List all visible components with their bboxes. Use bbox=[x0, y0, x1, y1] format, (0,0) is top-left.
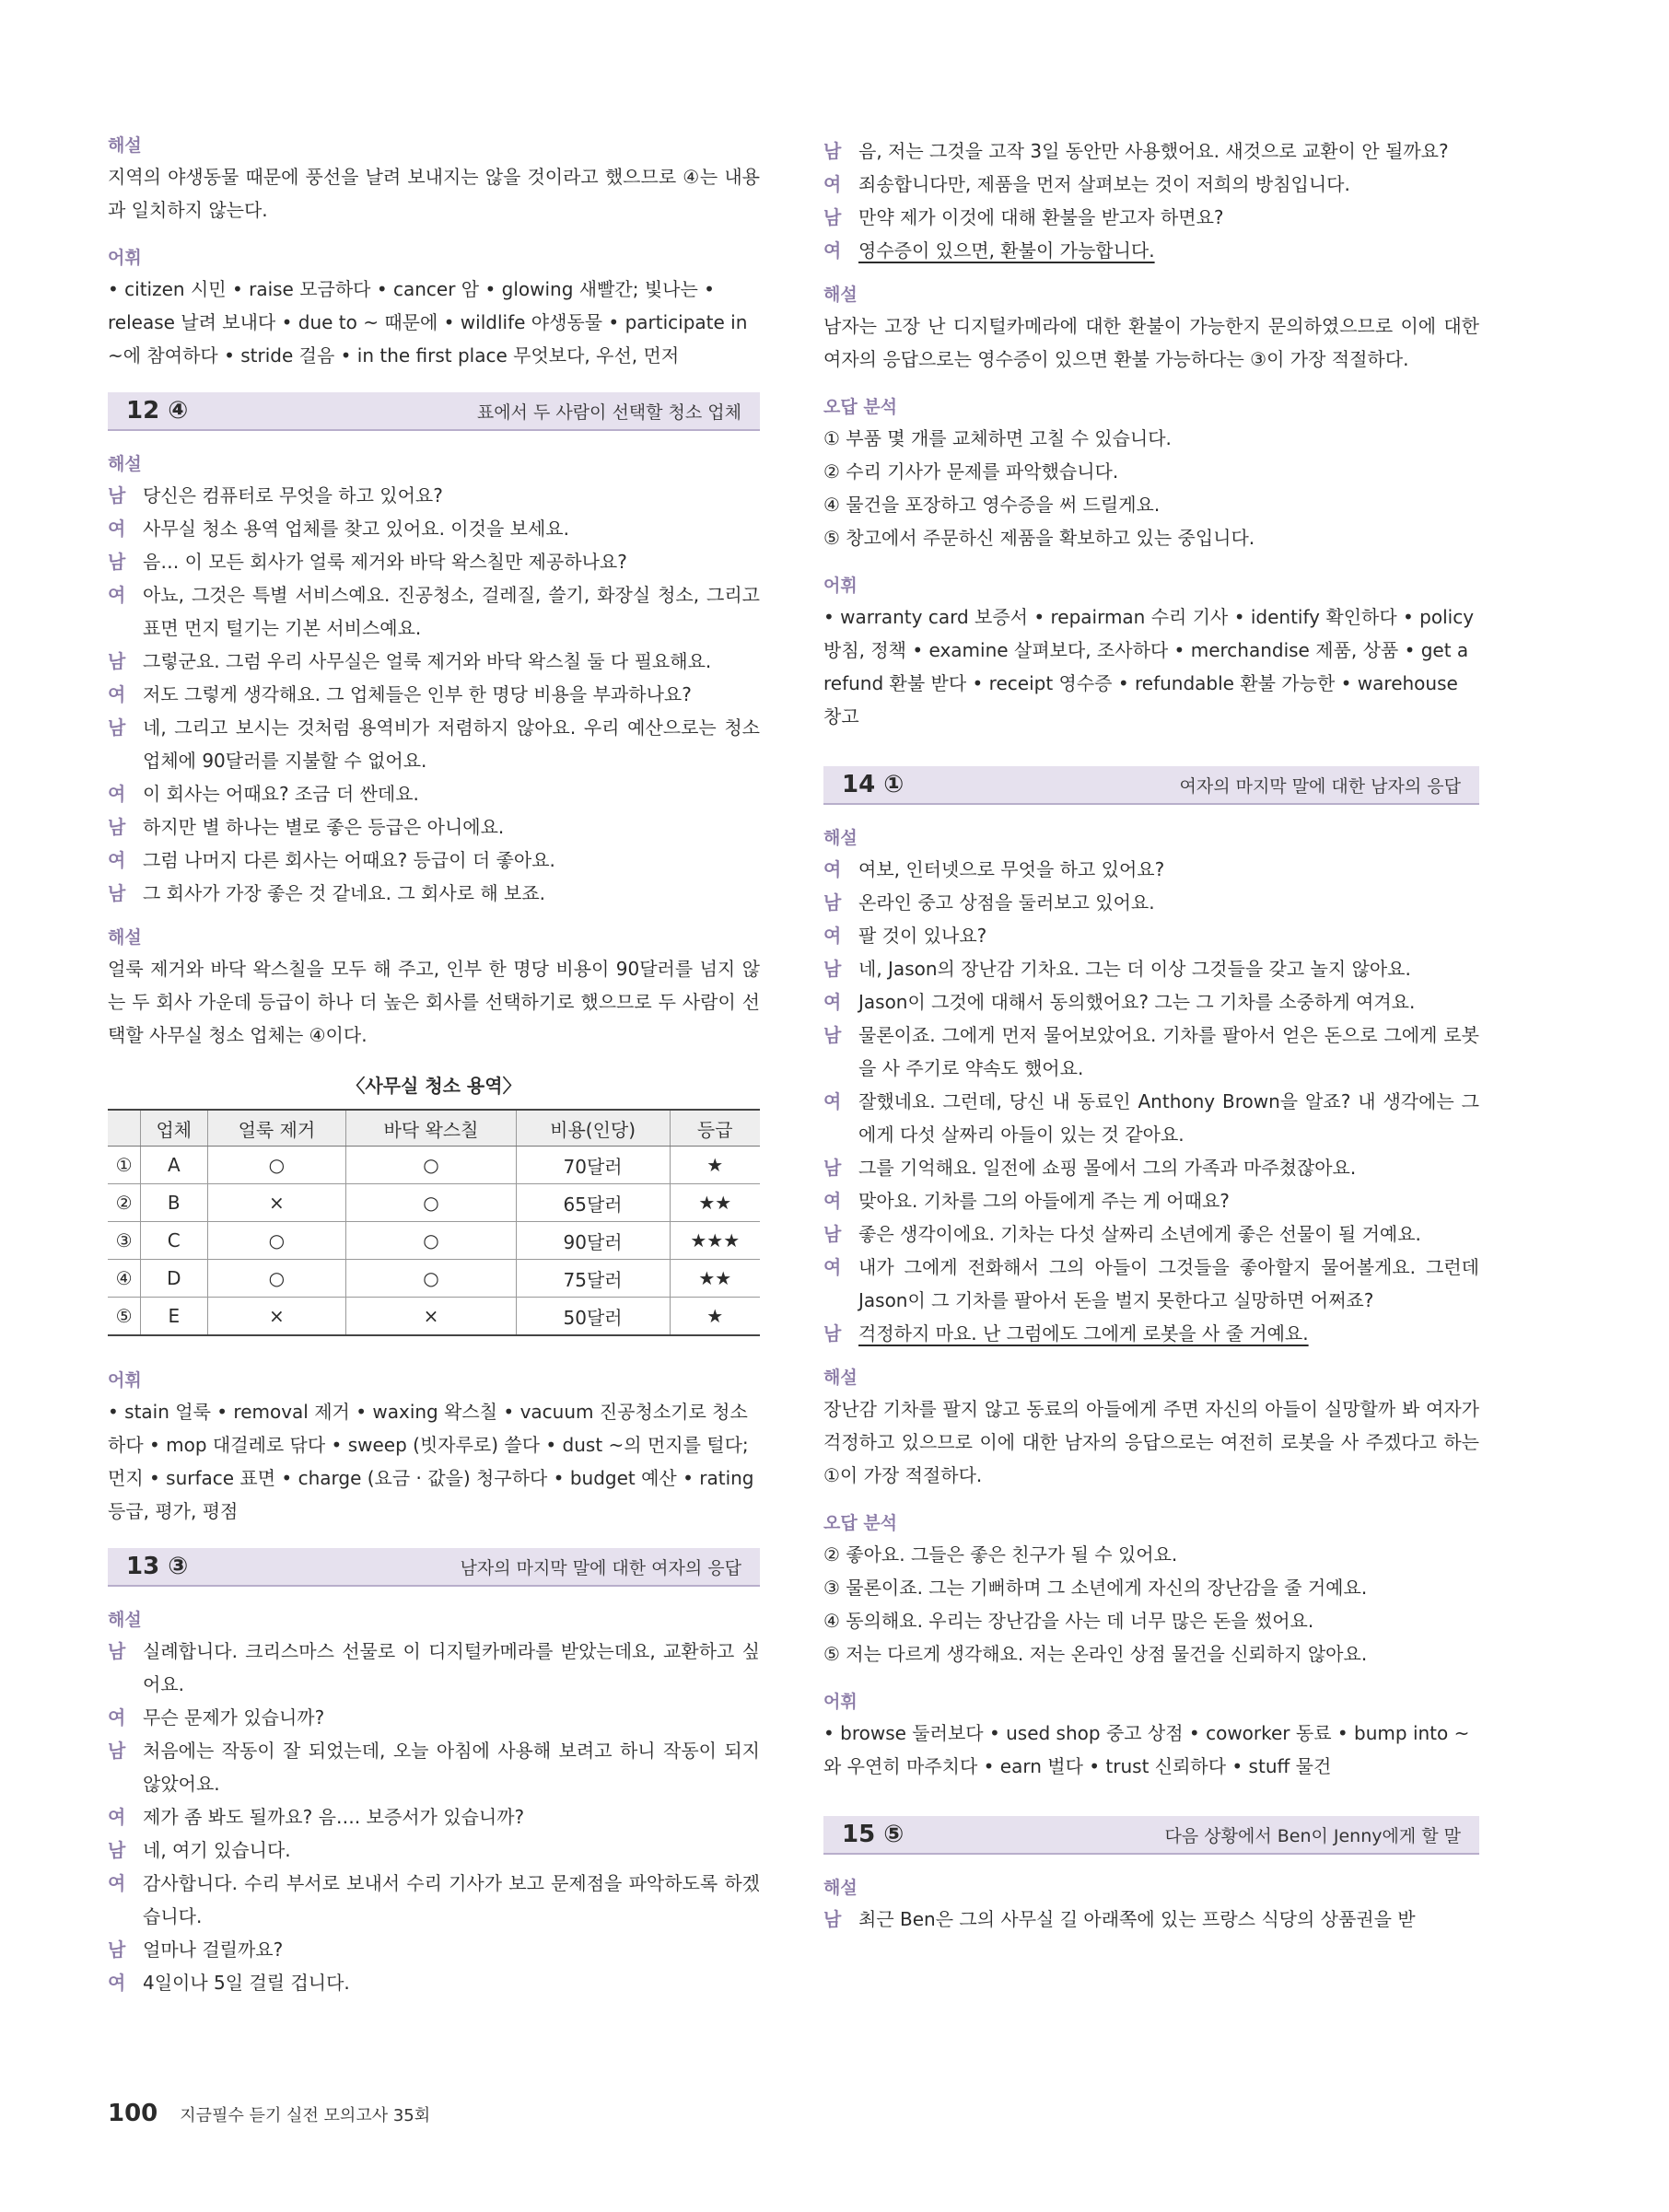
wrong-option: ② 좋아요. 그들은 좋은 친구가 될 수 있어요. bbox=[823, 1543, 1178, 1566]
table-cell: A bbox=[141, 1147, 207, 1184]
vocab-label: 어휘 bbox=[108, 248, 142, 268]
speaker-label: 남 bbox=[108, 484, 126, 506]
speaker-label: 남 bbox=[823, 1908, 842, 1930]
dialogue-line bbox=[108, 578, 760, 645]
table-cell: × bbox=[207, 1298, 346, 1336]
table-cell: ① bbox=[108, 1147, 141, 1184]
explanation-text: 지역의 야생동물 때문에 풍선을 날려 보내지는 않을 것이라고 했으므로 ④는 내용과 일치하지 않는다. bbox=[108, 166, 760, 221]
table-header-cell: 얼룩 제거 bbox=[207, 1110, 346, 1147]
table-header-cell: 비용(인당) bbox=[516, 1110, 670, 1147]
vocab-label: 어휘 bbox=[108, 1370, 142, 1391]
speaker-label: 여 bbox=[108, 683, 126, 705]
dialogue-line bbox=[823, 201, 1479, 234]
dialogue-line bbox=[108, 678, 760, 711]
dialogue-text: 사무실 청소 용역 업체를 찾고 있어요. 이것을 보세요. bbox=[143, 518, 569, 540]
speaker-label: 여 bbox=[823, 991, 842, 1013]
vocab-label: 어휘 bbox=[823, 576, 858, 596]
dialogue-line bbox=[823, 134, 1479, 168]
speaker-label: 남 bbox=[823, 1024, 842, 1046]
dialogue-text: 무슨 문제가 있습니까? bbox=[143, 1706, 325, 1729]
dialogue-text: 잘했네요. 그런데, 당신 내 동료인 Anthony Brown을 알죠? 내 생각에는 그에게 다섯 살짜리 아들이 있는 것 같아요. bbox=[858, 1090, 1479, 1146]
question-title: 남자의 마지막 말에 대한 여자의 응답 bbox=[460, 1557, 741, 1578]
speaker-label: 여 bbox=[823, 1090, 842, 1112]
explanation-label: 해설 bbox=[108, 454, 142, 474]
question-number: 15 ⑤ bbox=[842, 1821, 905, 1848]
speaker-label: 남 bbox=[823, 140, 842, 162]
wrong-option: ⑤ 저는 다르게 생각해요. 저는 온라인 상점 물건을 신뢰하지 않아요. bbox=[823, 1643, 1368, 1665]
table-cell: ② bbox=[108, 1184, 141, 1222]
dialogue-line bbox=[108, 810, 760, 844]
dialogue-text: 네, Jason의 장난감 기차요. 그는 더 이상 그것들을 갖고 놀지 않아요. bbox=[858, 958, 1411, 980]
question-title: 표에서 두 사람이 선택할 청소 업체 bbox=[476, 402, 741, 423]
question-header-12 bbox=[108, 392, 760, 431]
table-cell: ○ bbox=[207, 1260, 346, 1298]
speaker-label: 남 bbox=[108, 650, 126, 672]
speaker-label: 여 bbox=[108, 584, 126, 606]
explanation-label: 해설 bbox=[823, 285, 858, 305]
table-cell: ○ bbox=[346, 1147, 516, 1184]
question-number: 12 ④ bbox=[126, 397, 189, 425]
table-cell: 90달러 bbox=[516, 1222, 670, 1260]
speaker-label: 남 bbox=[108, 816, 126, 838]
table-cell: ★★★ bbox=[670, 1222, 760, 1260]
explanation-label: 해설 bbox=[108, 135, 142, 156]
dialogue bbox=[108, 479, 760, 910]
dialogue-text: 하지만 별 하나는 별로 좋은 등급은 아니에요. bbox=[143, 816, 505, 838]
page-number: 100 bbox=[108, 2100, 158, 2127]
dialogue-text: 내가 그에게 전화해서 그의 아들이 그것들을 좋아할지 물어볼게요. 그런데 Jason이 그 기차를 팔아서 돈을 벌지 못한다고 실망하면 어쩌죠? bbox=[858, 1256, 1479, 1311]
dialogue-line bbox=[108, 1701, 760, 1734]
dialogue-text: 좋은 생각이에요. 기차는 다섯 살짜리 소년에게 좋은 선물이 될 거예요. bbox=[858, 1223, 1421, 1245]
question-number: 13 ③ bbox=[126, 1553, 189, 1580]
dialogue-line bbox=[108, 1800, 760, 1834]
wrong-analysis-label: 오답 분석 bbox=[823, 1513, 898, 1533]
dialogue-text: 최근 Ben은 그의 사무실 길 아래쪽에 있는 프랑스 식당의 상품권을 받 bbox=[858, 1908, 1416, 1930]
wrong-option: ④ 물건을 포장하고 영수증을 써 드릴게요. bbox=[823, 494, 1161, 516]
right-column bbox=[823, 134, 1479, 1952]
speaker-label: 남 bbox=[823, 958, 842, 980]
explanation-label: 해설 bbox=[823, 1368, 858, 1388]
speaker-label: 남 bbox=[108, 716, 126, 739]
dialogue-text: 만약 제가 이것에 대해 환불을 받고자 하면요? bbox=[858, 206, 1224, 228]
dialogue-text: 음… 이 모든 회사가 얼룩 제거와 바닥 왁스칠만 제공하나요? bbox=[143, 551, 627, 573]
table-header-cell: 바닥 왁스칠 bbox=[346, 1110, 516, 1147]
table-cell: B bbox=[141, 1184, 207, 1222]
speaker-label: 여 bbox=[108, 1806, 126, 1828]
speaker-label: 남 bbox=[108, 1740, 126, 1762]
wrong-option: ② 수리 기사가 문제를 파악했습니다. bbox=[823, 460, 1119, 483]
dialogue bbox=[108, 1635, 760, 1999]
table-cell: ○ bbox=[346, 1260, 516, 1298]
table-cell: C bbox=[141, 1222, 207, 1260]
table-header-cell: 등급 bbox=[670, 1110, 760, 1147]
speaker-label: 여 bbox=[108, 849, 126, 871]
question-title: 여자의 마지막 말에 대한 남자의 응답 bbox=[1179, 775, 1461, 797]
table-cell: ⑤ bbox=[108, 1298, 141, 1336]
table-cell: ○ bbox=[207, 1147, 346, 1184]
vocab-text: • stain 얼룩 • removal 제거 • waxing 왁스칠 • vacuum 진공청소기로 청소하다 • mop 대걸레로 닦다 • sweep (빗자루로) 쓸다 • dust ~의 먼지를 털다; 먼지 • surface 표면 • charge (요금 · 값을) 청구하다 • budget 예산 • rating 등급, 평가, 평점 bbox=[108, 1401, 754, 1522]
dialogue-line bbox=[108, 1635, 760, 1701]
cleaning-service-table bbox=[108, 1109, 760, 1336]
dialogue-text: 당신은 컴퓨터로 무엇을 하고 있어요? bbox=[143, 484, 443, 506]
speaker-label: 남 bbox=[823, 1157, 842, 1179]
table-cell: 70달러 bbox=[516, 1147, 670, 1184]
table-header-cell bbox=[108, 1110, 141, 1147]
dialogue-line bbox=[823, 234, 1479, 267]
table-cell: ★★ bbox=[670, 1184, 760, 1222]
speaker-label: 여 bbox=[823, 925, 842, 947]
speaker-label: 여 bbox=[108, 1872, 126, 1894]
dialogue-text: 그를 기억해요. 일전에 쇼핑 몰에서 그의 가족과 마주쳤잖아요. bbox=[858, 1157, 1357, 1179]
table-cell: D bbox=[141, 1260, 207, 1298]
dialogue-line bbox=[823, 1184, 1479, 1217]
speaker-label: 남 bbox=[108, 1640, 126, 1662]
dialogue-line bbox=[823, 1251, 1479, 1317]
table-cell: ★ bbox=[670, 1147, 760, 1184]
dialogue-line bbox=[108, 711, 760, 777]
dialogue-line bbox=[823, 919, 1479, 952]
table-row bbox=[108, 1147, 760, 1184]
explanation-text: 얼룩 제거와 바닥 왁스칠을 모두 해 주고, 인부 한 명당 비용이 90달러를 넘지 않는 두 회사 가운데 등급이 하나 더 높은 회사를 선택하기로 했으므로 두 사람이 선택할 사무실 청소 업체는 ④이다. bbox=[108, 958, 760, 1046]
dialogue-line bbox=[823, 1085, 1479, 1151]
dialogue-text: 영수증이 있으면, 환불이 가능합니다. bbox=[858, 239, 1155, 262]
explanation-label: 해설 bbox=[823, 1878, 858, 1898]
dialogue-line bbox=[823, 1317, 1479, 1350]
dialogue-line bbox=[108, 645, 760, 678]
table-cell: ○ bbox=[346, 1222, 516, 1260]
table-row bbox=[108, 1222, 760, 1260]
table-cell: 50달러 bbox=[516, 1298, 670, 1336]
speaker-label: 여 bbox=[823, 858, 842, 880]
speaker-label: 여 bbox=[108, 518, 126, 540]
wrong-option: ① 부품 몇 개를 교체하면 고칠 수 있습니다. bbox=[823, 427, 1172, 449]
table-cell: ★★ bbox=[670, 1260, 760, 1298]
speaker-label: 남 bbox=[823, 1223, 842, 1245]
dialogue-line bbox=[823, 1217, 1479, 1251]
wrong-options bbox=[823, 422, 1479, 554]
dialogue-line bbox=[108, 545, 760, 578]
dialogue-text: 죄송합니다만, 제품을 먼저 살펴보는 것이 저희의 방침입니다. bbox=[858, 173, 1350, 195]
left-column bbox=[108, 134, 760, 2016]
dialogue-line bbox=[108, 512, 760, 545]
vocab-text: • citizen 시민 • raise 모금하다 • cancer 암 • glowing 새빨간; 빛나는 • release 날려 보내다 • due to ~ 때문에 • wildlife 야생동물 • participate in ~에 참여하다 • stride 걸음 • in the first place 무엇보다, 우선, 먼저 bbox=[108, 278, 748, 367]
dialogue-line bbox=[108, 1966, 760, 1999]
dialogue-line bbox=[823, 886, 1479, 919]
table-cell: E bbox=[141, 1298, 207, 1336]
vocab-text: • warranty card 보증서 • repairman 수리 기사 • identify 확인하다 • policy 방침, 정책 • examine 살펴보다, 조사하다 • merchandise 제품, 상품 • get a refund 환불 받다 • receipt 영수증 • refundable 환불 가능한 • warehouse 창고 bbox=[823, 606, 1475, 728]
dialogue-text: 걱정하지 마요. 난 그럼에도 그에게 로봇을 사 줄 거예요. bbox=[858, 1322, 1309, 1345]
wrong-analysis-label: 오답 분석 bbox=[823, 397, 898, 417]
table-header-row bbox=[108, 1110, 760, 1147]
question-header-14 bbox=[823, 766, 1479, 805]
speaker-label: 남 bbox=[108, 551, 126, 573]
speaker-label: 여 bbox=[823, 239, 842, 262]
dialogue-text: 이 회사는 어때요? 조금 더 싼데요. bbox=[143, 783, 419, 805]
wrong-option: ③ 물론이죠. 그는 기뻐하며 그 소년에게 자신의 장난감을 줄 거예요. bbox=[823, 1577, 1368, 1599]
wrong-option: ④ 동의해요. 우리는 장난감을 사는 데 너무 많은 돈을 썼어요. bbox=[823, 1610, 1314, 1632]
table-body bbox=[108, 1147, 760, 1336]
dialogue-text: 네, 여기 있습니다. bbox=[143, 1839, 291, 1861]
speaker-label: 여 bbox=[823, 1190, 842, 1212]
explanation-text: 장난감 기차를 팔지 않고 동료의 아들에게 주면 자신의 아들이 실망할까 봐 여자가 걱정하고 있으므로 이에 대한 남자의 응답으로는 여전히 로봇을 사 주겠다고 하는 ①이 가장 적절하다. bbox=[823, 1398, 1479, 1486]
table-cell: ★ bbox=[670, 1298, 760, 1336]
dialogue-line bbox=[108, 1734, 760, 1800]
dialogue-line bbox=[823, 952, 1479, 985]
dialogue-line bbox=[108, 1834, 760, 1867]
vocab-text: • browse 둘러보다 • used shop 중고 상점 • coworker 동료 • bump into ~와 우연히 마주치다 • earn 벌다 • trust 신뢰하다 • stuff 물건 bbox=[823, 1722, 1470, 1777]
table-row bbox=[108, 1184, 760, 1222]
speaker-label: 여 bbox=[823, 173, 842, 195]
question-title: 다음 상황에서 Ben이 Jenny에게 할 말 bbox=[1164, 1825, 1461, 1846]
vocab-label: 어휘 bbox=[823, 1692, 858, 1712]
dialogue-text: 아뇨, 그것은 특별 서비스예요. 진공청소, 걸레질, 쓸기, 화장실 청소, 그리고 표면 먼지 털기는 기본 서비스예요. bbox=[143, 584, 760, 639]
dialogue-line bbox=[108, 1867, 760, 1933]
dialogue-line bbox=[108, 479, 760, 512]
speaker-label: 남 bbox=[823, 1322, 842, 1345]
speaker-label: 여 bbox=[823, 1256, 842, 1278]
table-cell: ○ bbox=[207, 1222, 346, 1260]
dialogue-text: 4일이나 5일 걸릴 겁니다. bbox=[143, 1972, 350, 1994]
question-number: 14 ① bbox=[842, 771, 905, 798]
dialogue-text: 그렇군요. 그럼 우리 사무실은 얼룩 제거와 바닥 왁스칠 둘 다 필요해요. bbox=[143, 650, 712, 672]
explanation-text: 남자는 고장 난 디지털카메라에 대한 환불이 가능한지 문의하였으므로 이에 대한 여자의 응답으로는 영수증이 있으면 환불 가능하다는 ③이 가장 적절하다. bbox=[823, 315, 1479, 370]
explanation-label: 해설 bbox=[108, 927, 142, 948]
dialogue-line bbox=[108, 844, 760, 877]
speaker-label: 여 bbox=[108, 1972, 126, 1994]
speaker-label: 여 bbox=[108, 783, 126, 805]
dialogue-line bbox=[823, 1151, 1479, 1184]
table-cell: × bbox=[346, 1298, 516, 1336]
explanation-label: 해설 bbox=[108, 1610, 142, 1630]
dialogue bbox=[823, 853, 1479, 1350]
dialogue-line bbox=[108, 1933, 760, 1966]
speaker-label: 여 bbox=[108, 1706, 126, 1729]
question-header-13 bbox=[108, 1548, 760, 1587]
table-cell: ③ bbox=[108, 1222, 141, 1260]
dialogue-continued bbox=[823, 134, 1479, 267]
dialogue-text: 처음에는 작동이 잘 되었는데, 오늘 아침에 사용해 보려고 하니 작동이 되지 않았어요. bbox=[143, 1740, 760, 1795]
dialogue-line bbox=[823, 168, 1479, 201]
speaker-label: 남 bbox=[108, 882, 126, 904]
explanation-label: 해설 bbox=[823, 828, 858, 848]
dialogue-text: 감사합니다. 수리 부서로 보내서 수리 기사가 보고 문제점을 파악하도록 하겠습니다. bbox=[143, 1872, 760, 1927]
dialogue-text: 그럼 나머지 다른 회사는 어때요? 등급이 더 좋아요. bbox=[143, 849, 555, 871]
dialogue-text: 물론이죠. 그에게 먼저 물어보았어요. 기차를 팔아서 얻은 돈으로 그에게 로봇을 사 주기로 약속도 했어요. bbox=[858, 1024, 1479, 1079]
dialogue-line bbox=[108, 777, 760, 810]
dialogue-text: 맞아요. 기차를 그의 아들에게 주는 게 어때요? bbox=[858, 1190, 1230, 1212]
table-cell: ④ bbox=[108, 1260, 141, 1298]
dialogue-line bbox=[823, 985, 1479, 1019]
table-cell: 65달러 bbox=[516, 1184, 670, 1222]
dialogue-text: 저도 그렇게 생각해요. 그 업체들은 인부 한 명당 비용을 부과하나요? bbox=[143, 683, 692, 705]
speaker-label: 남 bbox=[823, 891, 842, 914]
table-cell: 75달러 bbox=[516, 1260, 670, 1298]
dialogue-line bbox=[823, 1903, 1479, 1936]
dialogue-text: 여보, 인터넷으로 무엇을 하고 있어요? bbox=[858, 858, 1165, 880]
dialogue-text: 음, 저는 그것을 고작 3일 동안만 사용했어요. 새것으로 교환이 안 될까요? bbox=[858, 140, 1449, 162]
dialogue-text: 실례합니다. 크리스마스 선물로 이 디지털카메라를 받았는데요, 교환하고 싶어요. bbox=[143, 1640, 760, 1695]
dialogue-text: 그 회사가 가장 좋은 것 같네요. 그 회사로 해 보죠. bbox=[143, 882, 546, 904]
wrong-options bbox=[823, 1538, 1479, 1671]
table-cell: ○ bbox=[346, 1184, 516, 1222]
dialogue-text: Jason이 그것에 대해서 동의했어요? 그는 그 기차를 소중하게 여겨요. bbox=[858, 991, 1416, 1013]
speaker-label: 남 bbox=[108, 1938, 126, 1961]
dialogue-text: 온라인 중고 상점을 둘러보고 있어요. bbox=[858, 891, 1155, 914]
dialogue-text: 팔 것이 있나요? bbox=[858, 925, 987, 947]
speaker-label: 남 bbox=[108, 1839, 126, 1861]
dialogue-text: 얼마나 걸릴까요? bbox=[143, 1938, 284, 1961]
wrong-option: ⑤ 창고에서 주문하신 제품을 확보하고 있는 중입니다. bbox=[823, 527, 1255, 549]
table-header-cell: 업체 bbox=[141, 1110, 207, 1147]
page-footer bbox=[108, 2100, 430, 2127]
question-header-15 bbox=[823, 1816, 1479, 1855]
speaker-label: 남 bbox=[823, 206, 842, 228]
table-row bbox=[108, 1298, 760, 1336]
dialogue-line bbox=[823, 853, 1479, 886]
table-title: 〈사무실 청소 용역〉 bbox=[346, 1075, 521, 1097]
table-cell: × bbox=[207, 1184, 346, 1222]
book-title: 지금필수 듣기 실전 모의고사 35회 bbox=[180, 2106, 431, 2125]
dialogue-text: 네, 그리고 보시는 것처럼 용역비가 저렴하지 않아요. 우리 예산으로는 청소 업체에 90달러를 지불할 수 없어요. bbox=[143, 716, 760, 772]
dialogue-line bbox=[108, 877, 760, 910]
dialogue-line bbox=[823, 1019, 1479, 1085]
dialogue-text: 제가 좀 봐도 될까요? 음…. 보증서가 있습니까? bbox=[143, 1806, 525, 1828]
dialogue bbox=[823, 1903, 1479, 1936]
table-row bbox=[108, 1260, 760, 1298]
